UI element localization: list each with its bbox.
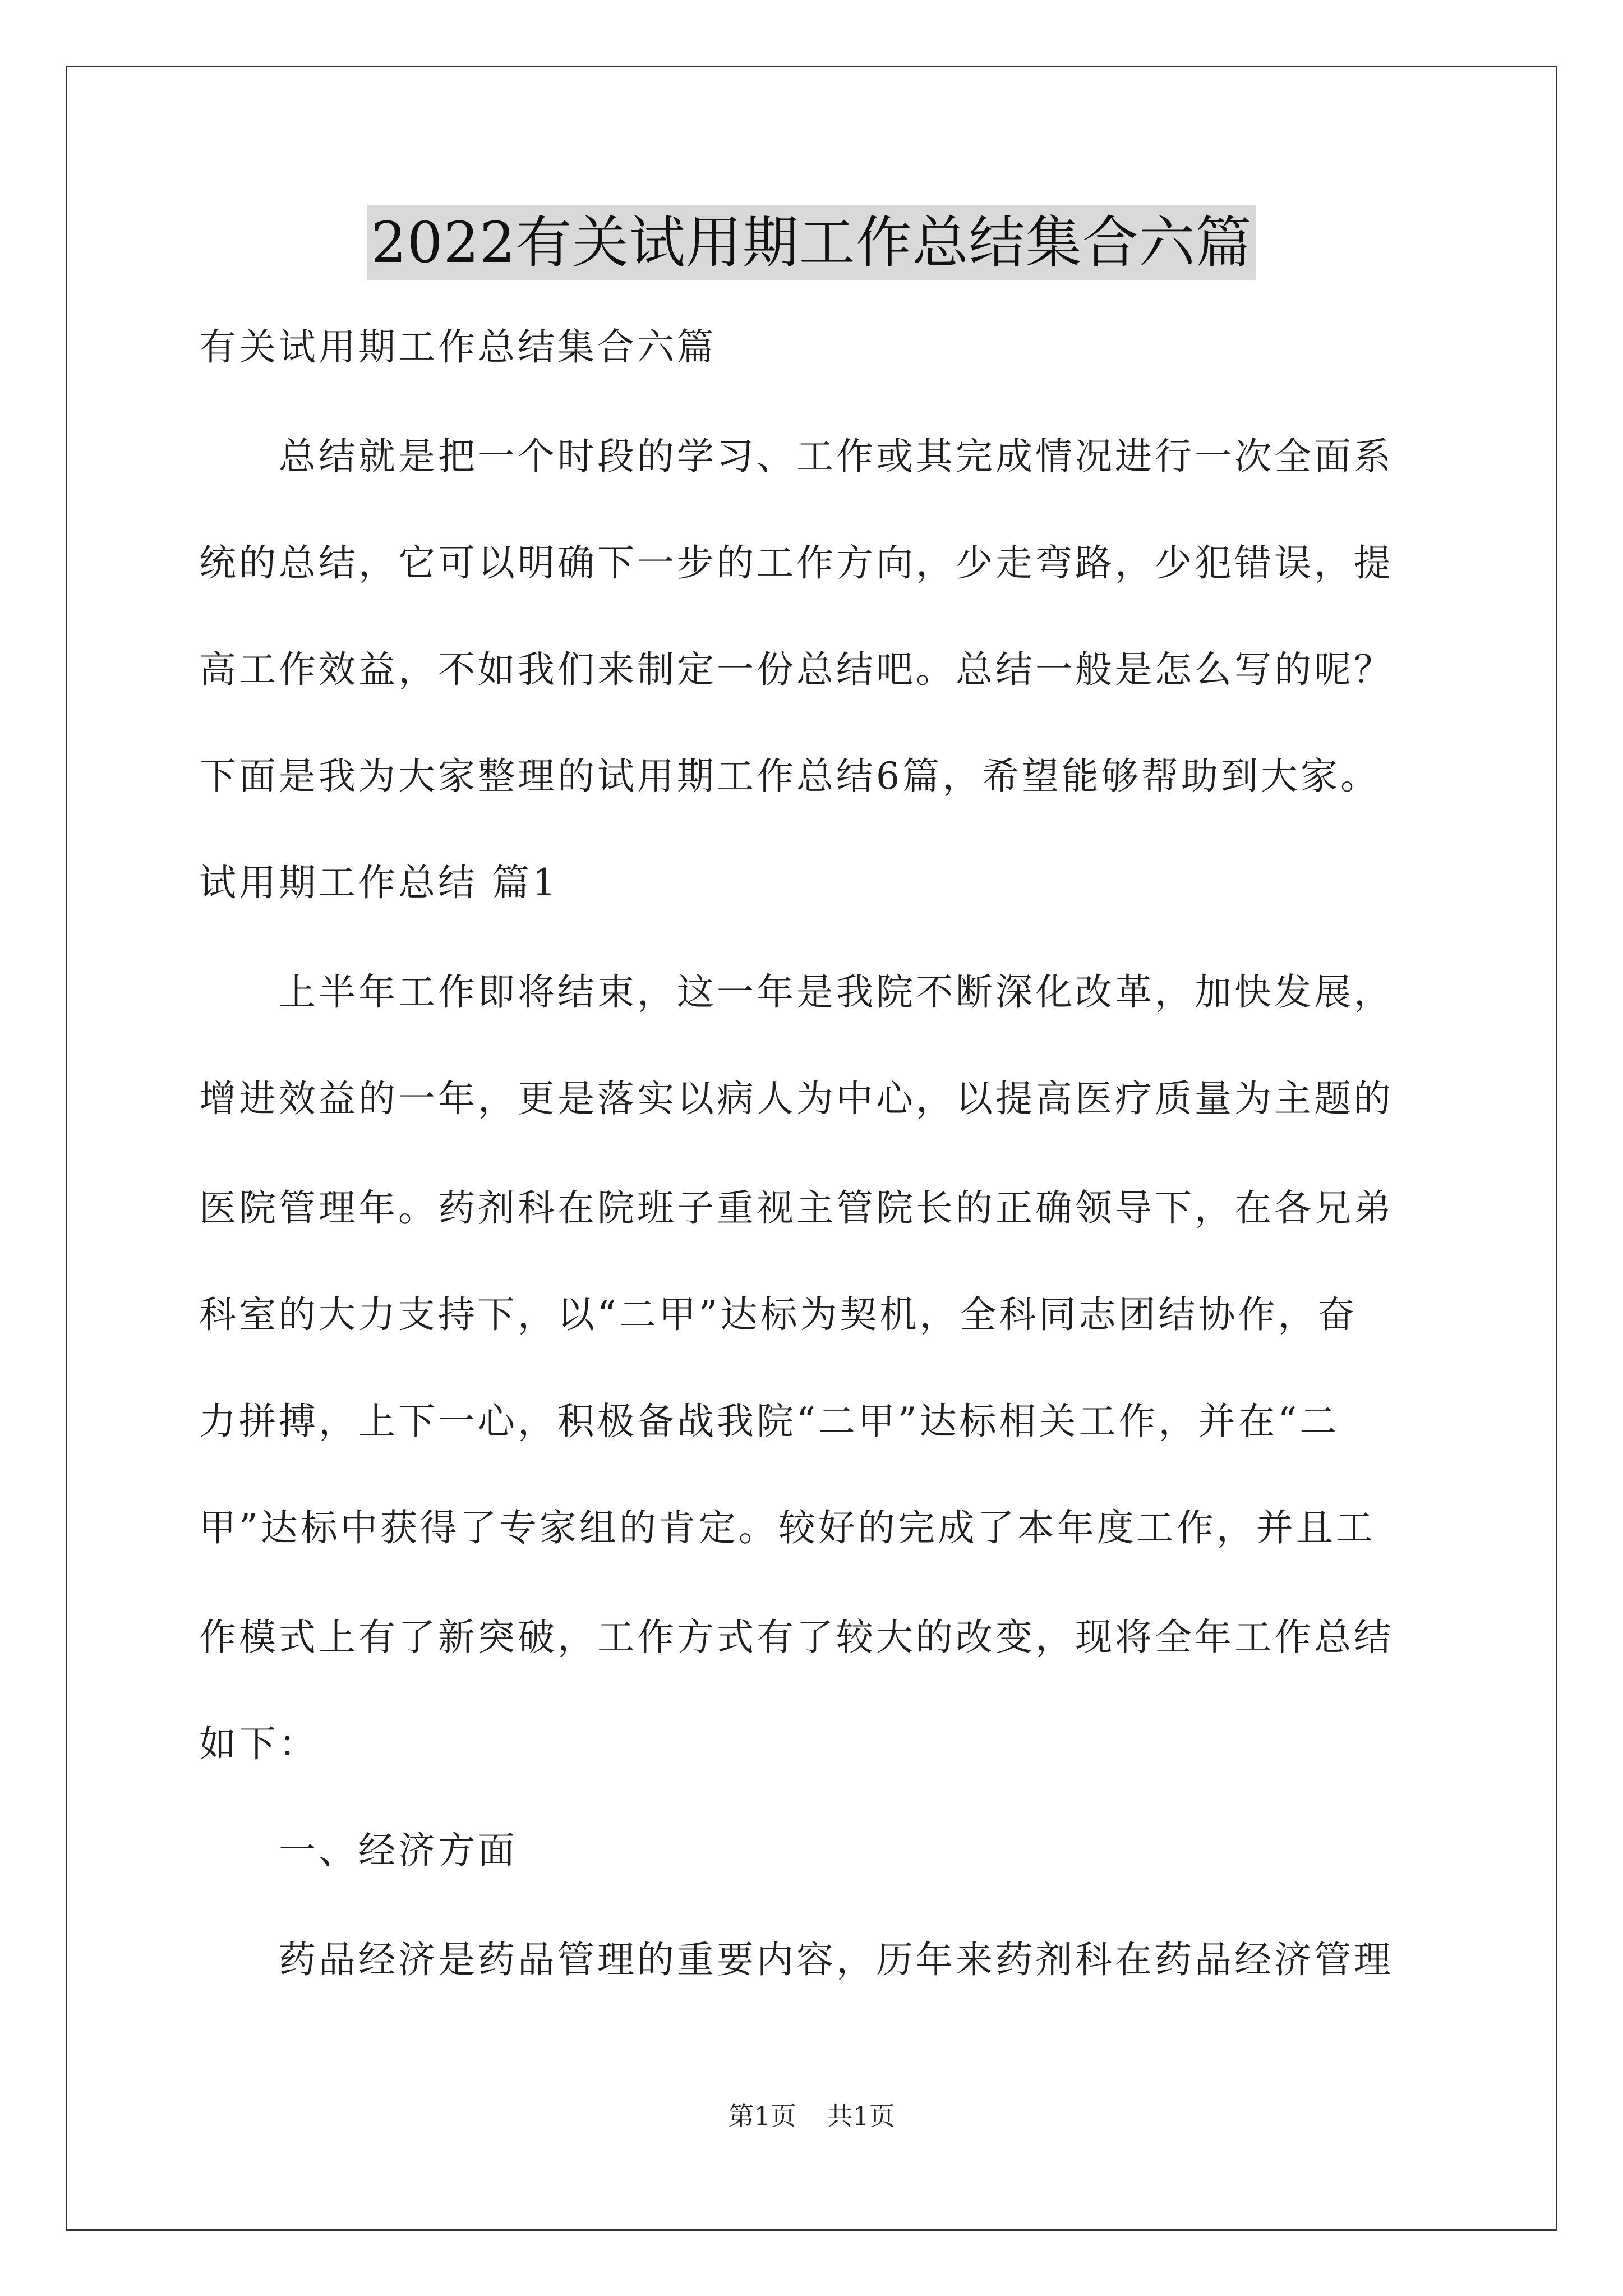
body-line: 高工作效益，不如我们来制定一份总结吧。总结一般是怎么写的呢？ (199, 648, 1394, 691)
body-line: 上半年工作即将结束，这一年是我院不断深化改革，加快发展， (199, 970, 1394, 1014)
body-line: 统的总结，它可以明确下一步的工作方向，少走弯路，少犯错误，提 (199, 541, 1394, 585)
document-title: 2022有关试用期工作总结集合六篇 (367, 205, 1256, 280)
page-border (66, 66, 1557, 2231)
body-line: 增进效益的一年，更是落实以病人为中心，以提高医疗质量为主题的 (199, 1077, 1394, 1120)
body-line: 甲”达标中获得了专家组的肯定。较好的完成了本年度工作，并且工 (199, 1506, 1376, 1549)
body-line: 药品经济是药品管理的重要内容，历年来药剂科在药品经济管理 (199, 1938, 1394, 1981)
body-line: 作模式上有了新突破，工作方式有了较大的改变，现将全年工作总结 (199, 1616, 1394, 1659)
subsection-heading: 一、经济方面 (199, 1829, 518, 1872)
body-line: 医院管理年。药剂科在院班子重视主管院长的正确领导下，在各兄弟 (199, 1186, 1394, 1230)
body-line: 科室的大力支持下，以“二甲”达标为契机，全科同志团结协作，奋 (199, 1293, 1358, 1336)
body-line: 如下： (199, 1722, 319, 1765)
body-line: 下面是我为大家整理的试用期工作总结6篇，希望能够帮助到大家。 (199, 754, 1380, 798)
body-line: 总结就是把一个时段的学习、工作或其完成情况进行一次全面系 (199, 435, 1394, 478)
body-line: 力拼搏，上下一心，积极备战我院“二甲”达标相关工作，并在“二 (199, 1400, 1340, 1443)
page-footer (0, 2096, 1623, 2133)
page-total: 共1页 (827, 2101, 895, 2131)
section-heading: 试用期工作总结 篇1 (199, 861, 559, 904)
page-number: 第1页 (728, 2101, 796, 2131)
body-line: 有关试用期工作总结集合六篇 (199, 325, 717, 369)
title-area (0, 205, 1623, 280)
